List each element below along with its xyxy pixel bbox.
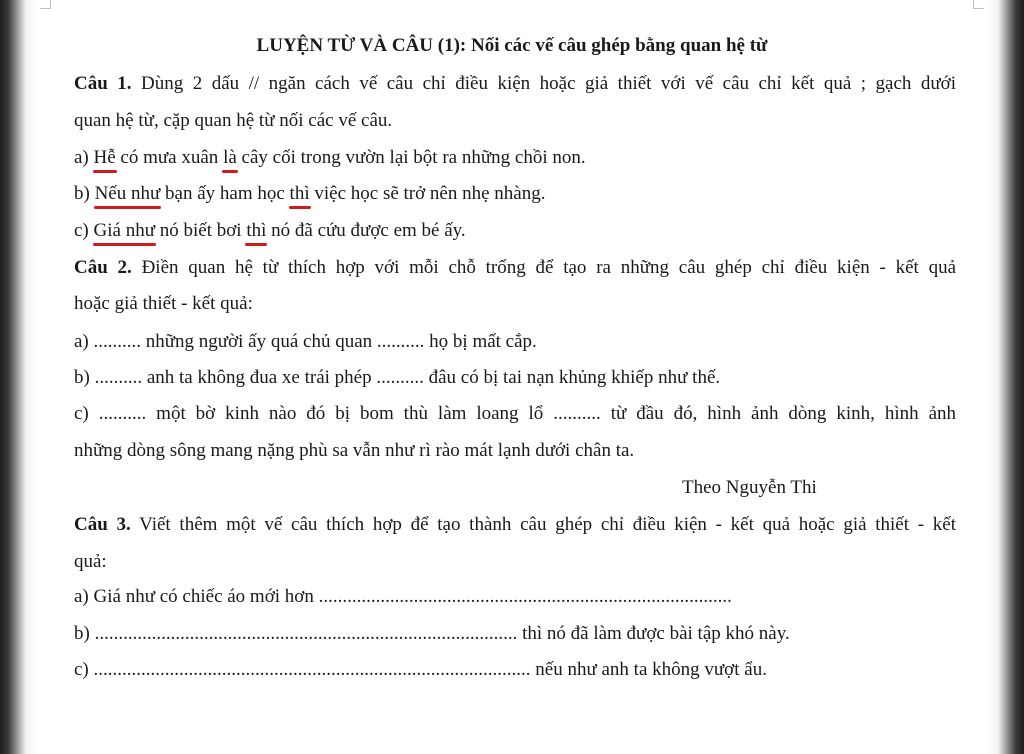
page-corner-mark-right (973, 0, 984, 9)
q1-c-underlined-word-2: thì (246, 220, 267, 241)
q1-b-underlined-word-1: Nếu như (94, 183, 161, 204)
q2-item-a: a) .......... những người ấy quá chủ quan .......... họ bị mất cắp. (74, 331, 537, 352)
q1-instruction-text: Dùng 2 dấu // ngăn cách vế câu chỉ điều kiện hoặc giả thiết với vế câu chỉ kết quả ; gạch dưới (141, 73, 957, 94)
q2-instruction-text: Điền quan hệ từ thích hợp với mỗi chỗ trống để tạo ra những câu ghép chỉ điều kiện - kết quả (141, 257, 957, 278)
q1-item-c (74, 219, 466, 243)
q1-b-underlined-word-2: thì (289, 183, 310, 204)
q1-label: Câu 1. (74, 73, 132, 94)
q1-c-underlined-word-1: Giá như (93, 220, 155, 241)
q3-item-b: b) ......................................................................................... thì nó đã làm được bài tập khó này. (74, 623, 790, 644)
page-title: LUYỆN TỪ VÀ CÂU (1): Nối các vế câu ghép bằng quan hệ từ (256, 35, 768, 56)
q1-b-text-1: bạn ấy ham học (165, 183, 285, 204)
q1-a-text-2: cây cối trong vườn lại bột ra những chồi non. (241, 147, 586, 168)
q2-instruction-line1 (74, 256, 956, 280)
page-corner-mark-left (40, 0, 51, 9)
q2-instruction-line2: hoặc giả thiết - kết quả: (74, 293, 253, 314)
q1-instruction-line1 (74, 72, 956, 96)
q1-a-text-1: có mưa xuân (120, 147, 219, 168)
q1-a-underlined-word-2: là (223, 147, 237, 168)
q1-c-prefix: c) (74, 220, 89, 241)
q1-a-underlined-word-1: Hễ (93, 147, 116, 168)
q3-item-c: c) ............................................................................................ nếu như anh ta không vượt ẩu. (74, 659, 767, 680)
q1-b-prefix: b) (74, 183, 90, 204)
q2-label: Câu 2. (74, 257, 132, 278)
q2-item-b: b) .......... anh ta không đua xe trái phép .......... đâu có bị tai nạn khủng khiếp như thế. (74, 367, 721, 388)
q1-a-prefix: a) (74, 147, 89, 168)
document-page (40, 0, 984, 754)
q3-instruction-text: Viết thêm một vế câu thích hợp để tạo thành câu ghép chỉ điều kiện - kết quả hoặc giả thiết - kết (139, 514, 956, 535)
q3-label: Câu 3. (74, 514, 131, 535)
q1-item-a (74, 146, 586, 170)
q2-item-c-line1: c) .......... một bờ kinh nào đó bị bom thù làm loang lổ .......... từ đầu đó, hình ảnh dòng kinh, hình ảnh (74, 403, 956, 424)
q1-c-text-1: nó biết bơi (159, 220, 242, 241)
q2-credit: Theo Nguyễn Thi (682, 477, 817, 498)
q3-instruction-line2: quả: (74, 551, 107, 572)
q1-b-text-2: việc học sẽ trở nên nhẹ nhàng. (314, 183, 546, 204)
q3-item-a: a) Giá như có chiếc áo mới hơn ....................................................................................... (74, 586, 732, 607)
q3-instruction-line1 (74, 513, 956, 537)
q1-instruction-line2: quan hệ từ, cặp quan hệ từ nối các vế câu. (74, 110, 393, 131)
q1-c-text-2: nó đã cứu được em bé ấy. (271, 220, 466, 241)
q2-item-c-line2: những dòng sông mang nặng phù sa vẫn như rì rào mát lạnh dưới chân ta. (74, 440, 635, 461)
q1-item-b (74, 182, 545, 206)
